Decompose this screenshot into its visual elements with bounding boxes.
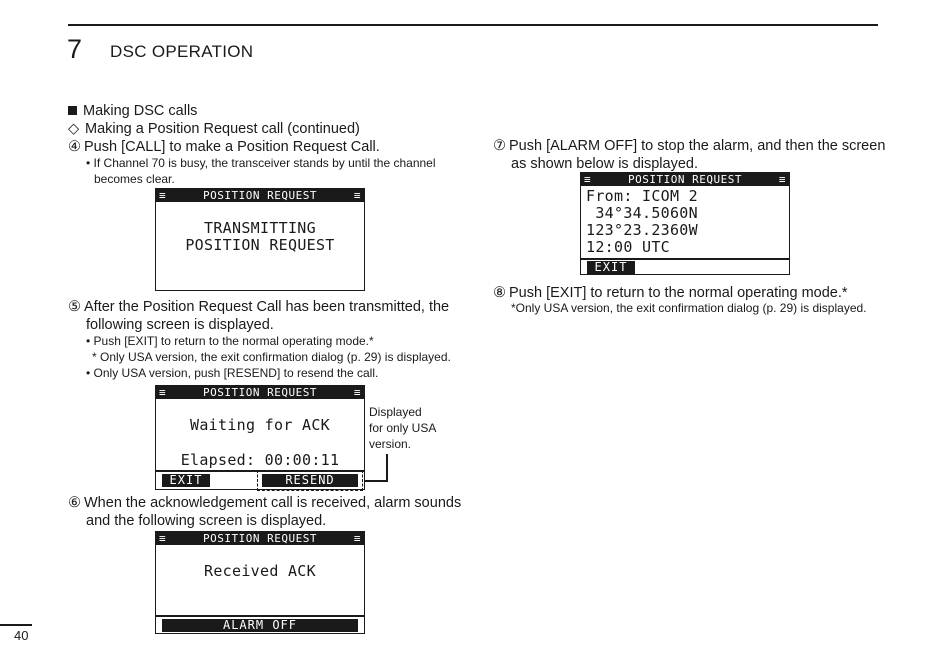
- step-5-line2: following screen is displayed.: [86, 317, 274, 333]
- resend-softkey[interactable]: RESEND: [262, 474, 358, 487]
- step-7-line2: as shown below is displayed.: [511, 156, 698, 172]
- step-7-line1: ⑦ Push [ALARM OFF] to stop the alarm, and then the screen: [493, 138, 886, 154]
- callout-line1: Displayed: [369, 405, 422, 419]
- callout-leader: [386, 454, 388, 481]
- callout-leader: [364, 480, 388, 482]
- step-6-line2: and the following screen is displayed.: [86, 513, 327, 529]
- callout-line3: version.: [369, 437, 412, 451]
- lcd-line: Elapsed: 00:00:11: [180, 451, 340, 469]
- menu-icon: ≡: [353, 189, 361, 202]
- resend-highlight-box: [257, 470, 363, 491]
- subsection-heading: ◇ Making a Position Request call (continued): [68, 121, 360, 137]
- lcd-title-bar: ≡ POSITION REQUEST ≡: [581, 173, 789, 186]
- exit-softkey[interactable]: EXIT: [162, 474, 210, 487]
- step-5-line1: ⑤ After the Position Request Call has been transmitted, the: [68, 299, 450, 315]
- lcd-line-latitude: 34°34.5060N: [586, 204, 698, 222]
- exit-softkey[interactable]: EXIT: [587, 261, 635, 274]
- lcd-line-longitude: 123°23.2360W: [586, 221, 698, 239]
- step-5-bullet1: • Push [EXIT] to return to the normal operating mode.*: [86, 334, 374, 348]
- lcd-footer-rule: [156, 615, 364, 617]
- step-4-note-line2: becomes clear.: [94, 172, 175, 186]
- section-heading: Making DSC calls: [68, 102, 197, 120]
- lcd-line: POSITION REQUEST: [185, 236, 335, 254]
- menu-icon: ≡: [159, 386, 167, 399]
- menu-icon: ≡: [778, 173, 786, 186]
- chapter-title: DSC OPERATION: [110, 42, 254, 61]
- menu-icon: ≡: [584, 173, 592, 186]
- callout-line2: for only USA: [369, 421, 437, 435]
- chapter-number: 7: [67, 34, 83, 64]
- menu-icon: ≡: [159, 532, 167, 545]
- menu-icon: ≡: [353, 386, 361, 399]
- header-rule: [68, 24, 878, 26]
- lcd-line: Waiting for ACK: [190, 416, 330, 434]
- lcd-screen-transmitting: [155, 188, 365, 291]
- lcd-line: Received ACK: [204, 562, 316, 580]
- step-4: ④ Push [CALL] to make a Position Request Call.: [68, 139, 380, 155]
- step-4-note-line1: • If Channel 70 is busy, the transceiver stands by until the channel: [86, 156, 436, 170]
- menu-icon: ≡: [159, 189, 167, 202]
- lcd-line-time: 12:00 UTC: [586, 238, 670, 256]
- step-8: ⑧ Push [EXIT] to return to the normal operating mode.*: [493, 285, 848, 301]
- lcd-title-bar: ≡ POSITION REQUEST ≡: [156, 532, 364, 545]
- step-8-footnote: *Only USA version, the exit confirmation dialog (p. 29) is displayed.: [511, 301, 867, 315]
- menu-icon: ≡: [353, 532, 361, 545]
- lcd-title-bar: ≡ POSITION REQUEST ≡: [156, 386, 364, 399]
- alarm-off-softkey[interactable]: ALARM OFF: [162, 619, 358, 632]
- step-5-footnote: * Only USA version, the exit confirmation dialog (p. 29) is displayed.: [92, 350, 451, 364]
- step-6-line1: ⑥ When the acknowledgement call is received, alarm sounds: [68, 495, 462, 511]
- lcd-screen-position: [580, 172, 790, 275]
- diamond-bullet-icon: ◇: [68, 121, 80, 137]
- square-bullet-icon: [68, 106, 77, 115]
- lcd-line: TRANSMITTING: [204, 219, 316, 237]
- page-number-rule: [0, 624, 32, 626]
- lcd-title-bar: ≡ POSITION REQUEST ≡: [156, 189, 364, 202]
- page-number: 40: [14, 628, 29, 643]
- lcd-screen-received: [155, 531, 365, 634]
- step-5-bullet2: • Only USA version, push [RESEND] to resend the call.: [86, 366, 379, 380]
- lcd-line-from: From: ICOM 2: [586, 187, 698, 205]
